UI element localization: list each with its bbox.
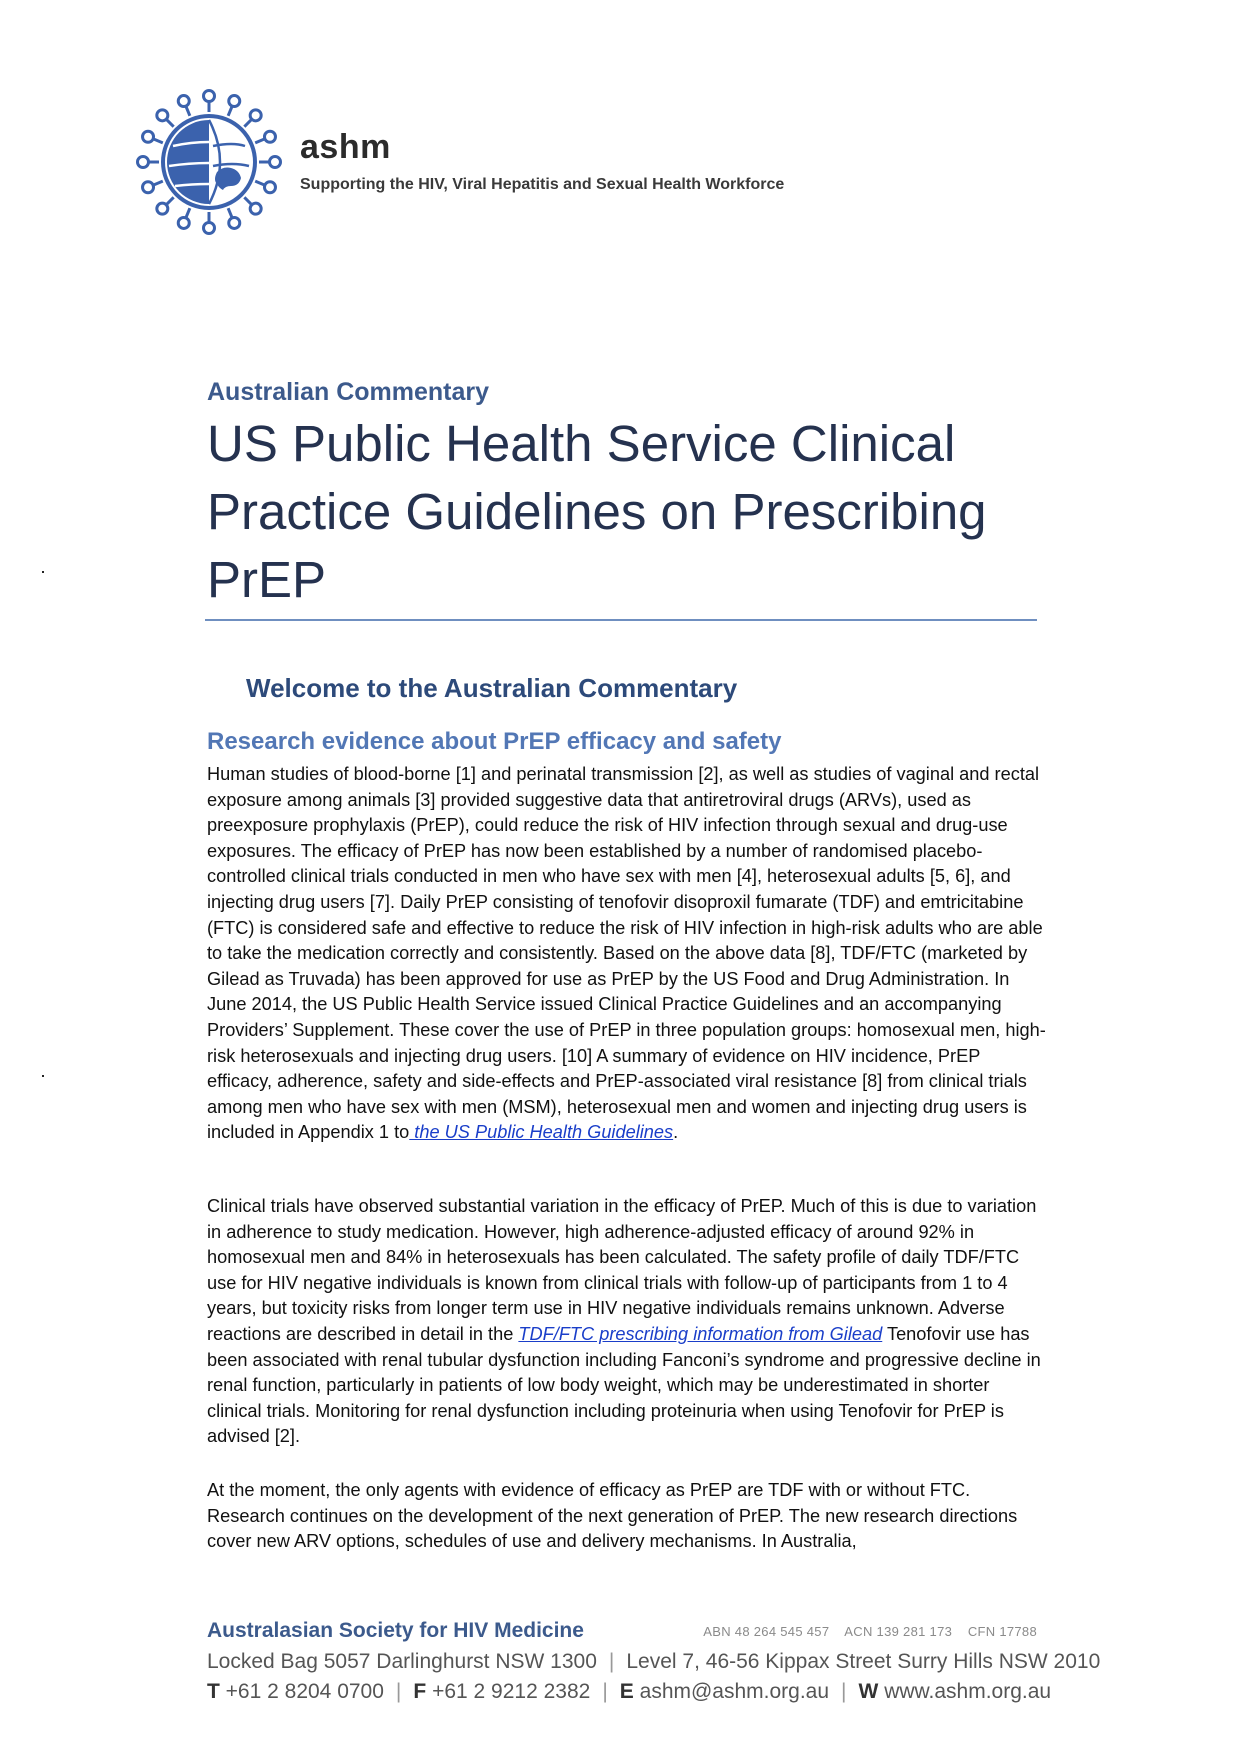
logo-spike — [167, 120, 174, 127]
logo-spike-tip — [270, 157, 281, 168]
paragraph-1-text: Human studies of blood-borne [1] and perinatal transmission [2], as well as studies of vaginal and rectal exposure among animals [3] provided suggestive data that antiretroviral drugs (ARVs), used as preexposure prophylaxis (PrEP), could reduce the risk of HIV infection through sexual and drug-use exposures. The efficacy of PrEP has now been established by a number of randomised placebo-controlled clinical trials conducted in men who have sex with men [4], heterosexual adults [5, 6], and injecting drug users [7]. Daily PrEP consisting of tenofovir disoproxil fumarate (TDF) and emtricitabine (FTC) is considered safe and effective to reduce the risk of HIV infection in high-risk adults who are able to take the medication correctly and consistently. Based on the above data [8], TDF/FTC (marketed by Gilead as Truvada) has been approved for use as PrEP by the US Food and Drug Administration. In June 2014, the US Public Health Service issued Clinical Practice Guidelines and an accompanying Providers’ Supplement. These cover the use of PrEP in three population groups: homosexual men, high-risk heterosexuals and injecting drug users. [10] A summary of evidence on HIV incidence, PrEP efficacy, adherence, safety and side-effects and PrEP-associated viral resistance [8] from clinical trials among men who have sex with men (MSM), heterosexual men and women and injecting drug users is included in Appendix 1 to — [207, 764, 1046, 1143]
footer-address — [207, 1650, 1101, 1674]
footer-acn: ACN 139 281 173 — [844, 1624, 953, 1639]
footer-address-1: Locked Bag 5057 Darlinghurst NSW 1300 — [207, 1650, 597, 1673]
footer-contact — [207, 1680, 1052, 1704]
logo-spike — [186, 208, 190, 217]
footer-address-2: Level 7, 46-56 Kippax Street Surry Hills NSW 2010 — [626, 1650, 1101, 1673]
logo-spike — [228, 208, 232, 217]
paragraph-1-end: . — [673, 1122, 679, 1143]
scan-artifact — [42, 571, 44, 573]
footer-website[interactable]: www.ashm.org.au — [884, 1680, 1052, 1703]
title-line-3: PrEP — [207, 551, 327, 608]
logo-spike — [154, 139, 163, 143]
logo-spike — [244, 120, 251, 127]
footer-web-label: W — [858, 1680, 879, 1703]
logo-spike-tip — [229, 217, 240, 228]
footer-separator: | — [608, 1650, 615, 1673]
paragraph-2 — [207, 1194, 1047, 1450]
logo-spike-tip — [264, 131, 275, 142]
paragraph-2-text: Clinical trials have observed substantial variation in the efficacy of PrEP. Much of this is due to variation in adherence to study medication. However, high adherence-adjusted efficacy of around 92% in homosexual men and 84% in heterosexuals has been calculated. The safety profile of daily TDF/FTC use for HIV negative individuals is known from clinical trials with follow-up of participants from 1 to 4 years, but toxicity risks from longer term use in HIV negative individuals remains unknown. Adverse reactions are described in detail in the — [207, 1196, 1037, 1344]
title-line-2: Practice Guidelines on Prescribing — [207, 483, 987, 540]
logo-spike-tip — [250, 203, 261, 214]
logo-spike-tip — [143, 131, 154, 142]
footer-email[interactable]: ashm@ashm.org.au — [639, 1680, 830, 1703]
logo-spike-tip — [178, 217, 189, 228]
logo-spike-tip — [229, 96, 240, 107]
document-title — [207, 410, 1067, 614]
paragraph-3-text: At the moment, the only agents with evidence of efficacy as PrEP are TDF with or without FTC. Research continues on the development of the next generation of PrEP. The new research directions cover new ARV options, schedules of use and delivery mechanisms. In Australia, — [207, 1480, 1018, 1552]
footer-fax-label: F — [413, 1680, 427, 1703]
logo-spike-tip — [178, 96, 189, 107]
footer-registration-numbers — [700, 1624, 1037, 1639]
footer-separator: | — [841, 1680, 847, 1703]
logo-wordmark: ashm — [300, 128, 391, 166]
logo-spike — [255, 139, 264, 143]
logo-spike-tip — [157, 110, 168, 121]
logo-spike-tip — [204, 91, 215, 102]
logo-spike — [167, 197, 174, 204]
title-line-1: US Public Health Service Clinical — [207, 415, 956, 472]
logo-spike — [154, 181, 163, 185]
paragraph-1 — [207, 762, 1047, 1146]
scan-artifact — [42, 1075, 44, 1077]
ashm-logo-icon — [133, 86, 285, 238]
footer-organisation: Australasian Society for HIV Medicine — [207, 1619, 584, 1642]
gilead-prescribing-info-link[interactable]: TDF/FTC prescribing information from Gilead — [518, 1323, 883, 1344]
logo-spike-tip — [250, 110, 261, 121]
footer-phone: +61 2 8204 0700 — [225, 1680, 384, 1703]
footer-cfn: CFN 17788 — [967, 1624, 1037, 1639]
logo-spike-tip — [138, 157, 149, 168]
footer-phone-label: T — [207, 1680, 220, 1703]
logo-spike — [228, 107, 232, 116]
footer-fax: +61 2 9212 2382 — [432, 1680, 591, 1703]
document-kicker: Australian Commentary — [207, 378, 490, 406]
paragraph-2-end: Tenofovir use has been associated with renal tubular dysfunction including Fanconi’s syndrome and progressive decline in renal function, particularly in patients of low body weight, which may be underestimated in shorter clinical trials. Monitoring for renal dysfunction including proteinuria when using Tenofovir for PrEP is advised [2]. — [207, 1323, 1041, 1447]
title-divider — [205, 619, 1037, 621]
logo-spike — [186, 107, 190, 116]
welcome-heading: Welcome to the Australian Commentary — [246, 673, 738, 703]
footer-abn: ABN 48 264 545 457 — [703, 1624, 830, 1639]
footer-email-label: E — [619, 1680, 634, 1703]
paragraph-3 — [207, 1478, 1047, 1555]
footer-separator: | — [395, 1680, 402, 1703]
footer-separator: | — [602, 1680, 608, 1703]
logo-spike-tip — [264, 182, 275, 193]
us-public-health-guidelines-link[interactable]: the US Public Health Guidelines — [409, 1122, 674, 1143]
logo-tagline: Supporting the HIV, Viral Hepatitis and Sexual Health Workforce — [300, 176, 785, 193]
logo-spike-tip — [143, 182, 154, 193]
logo-spike-tip — [204, 223, 215, 234]
section-heading: Research evidence about PrEP efficacy and safety — [207, 728, 782, 755]
logo-spike-tip — [157, 203, 168, 214]
logo-spike — [255, 181, 264, 185]
logo-spike — [244, 197, 251, 204]
